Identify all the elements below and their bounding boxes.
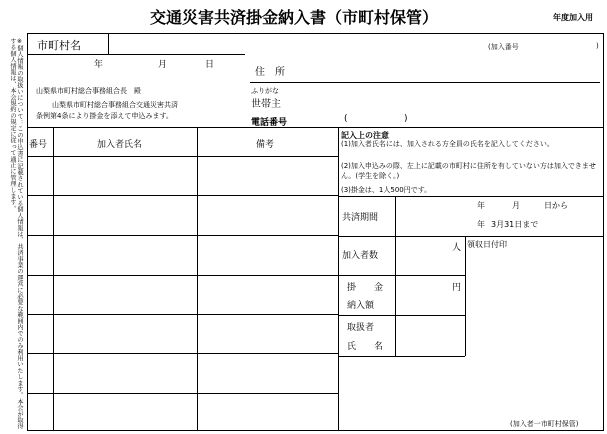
recipient-text: 山梨県市町村総合事務組合長 殿: [36, 87, 141, 95]
notes-title: 記入上の注意: [341, 131, 389, 140]
col-divider-name: [197, 127, 198, 431]
handler-label-line1: 取扱者: [347, 323, 375, 333]
member-name-cell[interactable]: [56, 395, 194, 429]
householder-field[interactable]: [295, 88, 595, 106]
furigana-label: ふりがな: [251, 87, 279, 95]
footer-note: (加入者一市町村保管): [510, 420, 579, 428]
householder-label: 世帯主: [251, 99, 281, 110]
period-from-day: 日から: [544, 201, 568, 210]
table-row-line: [27, 393, 338, 394]
address-underline: [250, 82, 600, 83]
municipality-name-underline: [109, 54, 245, 55]
period-to-date: 3月31日まで: [491, 220, 539, 229]
member-name-cell[interactable]: [56, 277, 194, 312]
handler-field[interactable]: [398, 318, 462, 353]
phone-paren-open: (: [344, 114, 348, 124]
fee-label-line1: 掛 金: [347, 283, 384, 293]
note-item-1: (1)加入者氏名には、加入される方全員の氏名を記入してください。: [341, 140, 554, 148]
fiscal-year-label: 年度加入用: [553, 13, 593, 22]
member-name-cell[interactable]: [56, 238, 194, 273]
members-bottom-border: [338, 275, 465, 276]
fee-bottom-border: [338, 315, 465, 316]
table-row-line: [27, 195, 338, 196]
col-divider-number: [53, 127, 54, 431]
col-divider-remarks: [338, 127, 339, 431]
address-field[interactable]: [290, 62, 595, 80]
table-row-line: [27, 353, 338, 354]
municipality-label: 市町村名: [37, 39, 81, 52]
handler-bottom-border: [338, 356, 465, 357]
municipality-name-field[interactable]: [112, 35, 242, 53]
phone-paren-close: ): [404, 114, 408, 124]
fee-label-line2: 納入額: [347, 301, 375, 311]
table-header-bottom: [27, 156, 338, 157]
col-header-number: 番号: [29, 140, 48, 150]
statement-line-2: 条例第4条により掛金を添えて申込みます。: [36, 112, 173, 120]
fee-unit: 円: [452, 283, 462, 293]
col-header-name: 加入者氏名: [97, 140, 143, 150]
statement-line-1: 山梨県市町村総合事務組合交通災害共済: [52, 101, 178, 109]
phone-field[interactable]: [300, 113, 435, 127]
members-field[interactable]: [398, 240, 448, 272]
period-top-border: [338, 196, 604, 197]
handler-label-line2: 氏 名: [347, 342, 384, 352]
receipt-stamp-label: 領収日付印: [467, 240, 507, 249]
period-to-year: 年: [477, 220, 485, 229]
membership-number-close: ): [596, 42, 599, 50]
date-year-label: 年: [94, 60, 104, 70]
members-unit: 人: [452, 243, 462, 253]
col-header-remarks: 備考: [256, 140, 275, 150]
date-day-label: 日: [205, 60, 215, 70]
phone-label: 電話番号: [251, 118, 288, 128]
right-label-divider: [395, 196, 396, 356]
stamp-left-border: [465, 236, 466, 356]
table-row-line: [27, 235, 338, 236]
members-label: 加入者数: [342, 251, 379, 261]
date-month-label: 月: [158, 60, 168, 70]
period-from-year: 年: [477, 201, 485, 210]
fee-field[interactable]: [398, 279, 448, 312]
period-bottom-border-right: [465, 236, 604, 237]
member-name-cell[interactable]: [56, 356, 194, 391]
table-top-border: [27, 127, 604, 128]
period-bottom-border: [338, 236, 465, 237]
membership-number-label: (加入番号: [488, 43, 519, 51]
period-from-month: 月: [512, 201, 520, 210]
table-row-line: [27, 275, 338, 276]
period-label: 共済期間: [342, 213, 379, 223]
note-item-3: (3)掛金は、1人500円です。: [341, 186, 432, 194]
membership-number-field[interactable]: [530, 38, 592, 52]
table-row-line: [27, 314, 338, 315]
member-name-cell[interactable]: [56, 198, 194, 233]
member-name-cell[interactable]: [56, 158, 194, 193]
note-item-2: (2)加入申込みの際、左上に記載の市町村に住所を有していない方は加入できません。(学生を除く。): [341, 162, 596, 180]
privacy-side-note: ※個人情報の取扱いについて：この申込書に記載されている個人情報は、共済事業の運営に必要な範囲内でのみ利用いたします。本会が取得する個人情報は、本会規約の規定に従って適正に管理します。: [9, 38, 23, 430]
member-name-cell[interactable]: [56, 316, 194, 351]
page-title: 交通災害共済掛金納入書（市町村保管）: [150, 8, 439, 27]
address-label: 住 所: [255, 67, 285, 78]
